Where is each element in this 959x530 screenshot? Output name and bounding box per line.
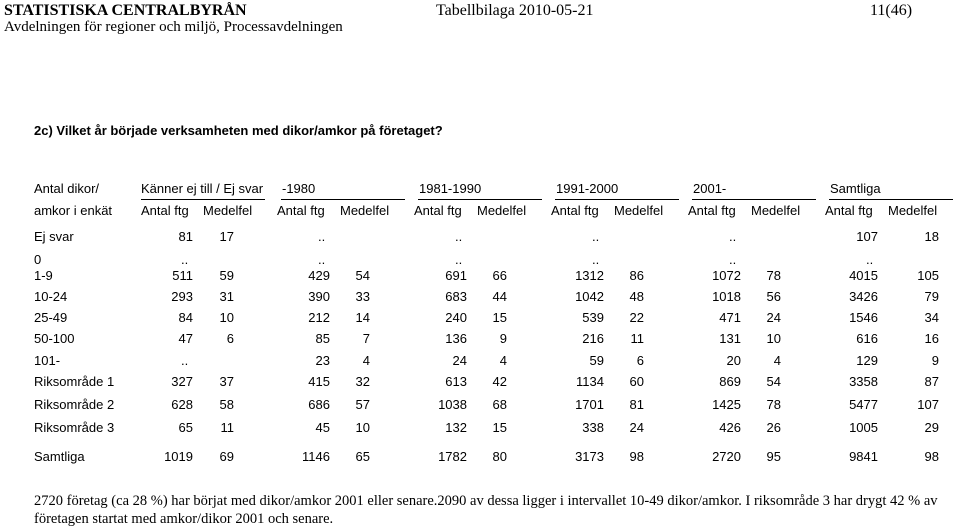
count-cell: .. xyxy=(181,353,189,368)
error-cell: 15 xyxy=(492,310,507,325)
error-cell: 59 xyxy=(219,268,234,283)
table-row xyxy=(0,229,959,247)
error-cell: 87 xyxy=(924,374,939,389)
count-cell: 426 xyxy=(719,420,741,435)
table-row xyxy=(0,268,959,286)
error-cell: 10 xyxy=(355,420,370,435)
count-cell: 1019 xyxy=(164,449,193,464)
count-cell: 429 xyxy=(308,268,330,283)
error-cell: 66 xyxy=(492,268,507,283)
row-label: Riksområde 3 xyxy=(34,420,115,435)
row-label: Riksområde 1 xyxy=(34,374,115,389)
count-cell: 129 xyxy=(856,353,878,368)
count-cell: 24 xyxy=(452,353,467,368)
group-underline xyxy=(555,199,679,200)
count-cell: 1042 xyxy=(575,289,604,304)
error-cell: 9 xyxy=(931,353,939,368)
group-underline xyxy=(281,199,405,200)
error-cell: 34 xyxy=(924,310,939,325)
error-cell: 4 xyxy=(773,353,781,368)
table-row xyxy=(0,449,959,467)
subheader-count: Antal ftg xyxy=(688,203,736,218)
table-row xyxy=(0,310,959,328)
count-cell: 132 xyxy=(445,420,467,435)
count-cell: 47 xyxy=(178,331,193,346)
count-cell: 390 xyxy=(308,289,330,304)
count-cell: 4015 xyxy=(849,268,878,283)
subheader-count: Antal ftg xyxy=(414,203,462,218)
count-cell: 1701 xyxy=(575,397,604,412)
count-cell: 131 xyxy=(719,331,741,346)
group-header-unknown: Känner ej till / Ej svar xyxy=(141,181,264,196)
group-header-total: Samtliga xyxy=(830,181,881,196)
subheader-error: Medelfel xyxy=(751,203,801,218)
subheader-count: Antal ftg xyxy=(825,203,873,218)
row-label: 0 xyxy=(34,252,42,267)
error-cell: 42 xyxy=(492,374,507,389)
error-cell: 95 xyxy=(766,449,781,464)
count-cell: 539 xyxy=(582,310,604,325)
count-cell: 691 xyxy=(445,268,467,283)
count-cell: 1312 xyxy=(575,268,604,283)
table-row xyxy=(0,331,959,349)
count-cell: 415 xyxy=(308,374,330,389)
count-cell: 628 xyxy=(171,397,193,412)
row-header-line2: amkor i enkät xyxy=(34,203,113,218)
error-cell: 24 xyxy=(766,310,781,325)
error-cell: 4 xyxy=(362,353,370,368)
group-underline xyxy=(418,199,542,200)
count-cell: 1018 xyxy=(712,289,741,304)
error-cell: 6 xyxy=(636,353,644,368)
error-cell: 48 xyxy=(629,289,644,304)
row-label: 25-49 xyxy=(34,310,68,325)
count-cell: .. xyxy=(455,252,463,267)
group-header-1991-2000: 1991-2000 xyxy=(556,181,619,196)
row-label: 101- xyxy=(34,353,61,368)
table-row xyxy=(0,397,959,415)
error-cell: 6 xyxy=(226,331,234,346)
group-underline xyxy=(692,199,816,200)
count-cell: 511 xyxy=(172,268,193,283)
group-header-2001: 2001- xyxy=(693,181,727,196)
subheader-count: Antal ftg xyxy=(551,203,599,218)
error-cell: 37 xyxy=(219,374,234,389)
error-cell: 65 xyxy=(355,449,370,464)
error-cell: 44 xyxy=(492,289,507,304)
error-cell: 26 xyxy=(766,420,781,435)
count-cell: 327 xyxy=(171,374,193,389)
subheader-error: Medelfel xyxy=(203,203,253,218)
count-cell: 616 xyxy=(856,331,878,346)
row-label: 10-24 xyxy=(34,289,68,304)
error-cell: 69 xyxy=(219,449,234,464)
error-cell: 68 xyxy=(492,397,507,412)
error-cell: 11 xyxy=(220,420,234,435)
count-cell: 240 xyxy=(445,310,467,325)
count-cell: 293 xyxy=(171,289,193,304)
row-label: 50-100 xyxy=(34,331,75,346)
subheader-error: Medelfel xyxy=(477,203,527,218)
count-cell: 5477 xyxy=(849,397,878,412)
count-cell: 23 xyxy=(315,353,330,368)
count-cell: 1782 xyxy=(438,449,467,464)
error-cell: 10 xyxy=(766,331,781,346)
count-cell: 3426 xyxy=(849,289,878,304)
error-cell: 80 xyxy=(492,449,507,464)
error-cell: 16 xyxy=(924,331,939,346)
count-cell: 1546 xyxy=(849,310,878,325)
error-cell: 58 xyxy=(219,397,234,412)
count-cell: 20 xyxy=(726,353,741,368)
question-title: 2c) Vilket år började verksamheten med dikor/amkor på företaget? xyxy=(34,123,443,138)
subheader-count: Antal ftg xyxy=(277,203,325,218)
count-cell: .. xyxy=(181,252,189,267)
table-row xyxy=(0,353,959,371)
count-cell: .. xyxy=(318,229,326,244)
row-header-line1: Antal dikor/ xyxy=(34,181,100,196)
group-header-1980: -1980 xyxy=(282,181,316,196)
count-cell: 1425 xyxy=(712,397,741,412)
error-cell: 78 xyxy=(766,268,781,283)
error-cell: 54 xyxy=(355,268,370,283)
error-cell: 29 xyxy=(924,420,939,435)
error-cell: 11 xyxy=(630,331,644,346)
error-cell: 4 xyxy=(499,353,507,368)
count-cell: 3358 xyxy=(849,374,878,389)
count-cell: .. xyxy=(592,229,600,244)
error-cell: 32 xyxy=(355,374,370,389)
subheader-error: Medelfel xyxy=(888,203,938,218)
count-cell: .. xyxy=(592,252,600,267)
count-cell: 84 xyxy=(178,310,193,325)
error-cell: 33 xyxy=(355,289,370,304)
error-cell: 98 xyxy=(924,449,939,464)
error-cell: 107 xyxy=(917,397,939,412)
organization-name: STATISTISKA CENTRALBYRÅN xyxy=(4,2,247,19)
error-cell: 54 xyxy=(766,374,781,389)
table-row xyxy=(0,374,959,392)
error-cell: 31 xyxy=(219,289,234,304)
error-cell: 7 xyxy=(362,331,370,346)
count-cell: 613 xyxy=(445,374,467,389)
row-label: Samtliga xyxy=(34,449,85,464)
count-cell: 1146 xyxy=(302,449,330,464)
error-cell: 18 xyxy=(924,229,939,244)
table-row xyxy=(0,289,959,307)
count-cell: 45 xyxy=(315,420,330,435)
count-cell: 2720 xyxy=(712,449,741,464)
row-label: Ej svar xyxy=(34,229,74,244)
count-cell: .. xyxy=(455,229,463,244)
error-cell: 10 xyxy=(219,310,234,325)
count-cell: 683 xyxy=(445,289,467,304)
error-cell: 17 xyxy=(219,229,234,244)
error-cell: 81 xyxy=(629,397,644,412)
count-cell: 59 xyxy=(589,353,604,368)
count-cell: 869 xyxy=(719,374,741,389)
group-underline xyxy=(141,199,265,200)
count-cell: 216 xyxy=(582,331,604,346)
error-cell: 60 xyxy=(629,374,644,389)
error-cell: 86 xyxy=(629,268,644,283)
department-name: Avdelningen för regioner och miljö, Processavdelningen xyxy=(4,19,343,35)
count-cell: .. xyxy=(318,252,326,267)
count-cell: .. xyxy=(866,252,874,267)
count-cell: 1072 xyxy=(712,268,741,283)
row-label: Riksområde 2 xyxy=(34,397,115,412)
document-title: Tabellbilaga 2010-05-21 xyxy=(436,2,594,19)
count-cell: 1134 xyxy=(576,374,604,389)
count-cell: 136 xyxy=(445,331,467,346)
group-header-1981-1990: 1981-1990 xyxy=(419,181,482,196)
error-cell: 79 xyxy=(924,289,939,304)
row-label: 1-9 xyxy=(34,268,53,283)
count-cell: 471 xyxy=(719,310,741,325)
footnote: 2720 företag (ca 28 %) har börjat med dikor/amkor 2001 eller senare.2090 av dessa ligger i intervallet 10-49 dikor/amkor. I riksområde 3 har drygt 42 % av företagen startat med amkor/dikor 2001 och senare. xyxy=(34,493,938,527)
count-cell: .. xyxy=(729,252,737,267)
count-cell: 338 xyxy=(582,420,604,435)
count-cell: 212 xyxy=(308,310,330,325)
group-underline xyxy=(829,199,953,200)
error-cell: 14 xyxy=(355,310,370,325)
count-cell: 1038 xyxy=(438,397,467,412)
count-cell: 9841 xyxy=(849,449,878,464)
error-cell: 57 xyxy=(355,397,370,412)
table-row xyxy=(0,420,959,438)
error-cell: 22 xyxy=(629,310,644,325)
subheader-error: Medelfel xyxy=(614,203,664,218)
page-number: 11(46) xyxy=(870,2,913,19)
error-cell: 15 xyxy=(492,420,507,435)
count-cell: .. xyxy=(729,229,737,244)
count-cell: 85 xyxy=(315,331,330,346)
subheader-error: Medelfel xyxy=(340,203,390,218)
count-cell: 3173 xyxy=(575,449,604,464)
error-cell: 98 xyxy=(629,449,644,464)
count-cell: 1005 xyxy=(849,420,878,435)
count-cell: 65 xyxy=(178,420,193,435)
error-cell: 78 xyxy=(766,397,781,412)
error-cell: 56 xyxy=(766,289,781,304)
error-cell: 24 xyxy=(629,420,644,435)
count-cell: 81 xyxy=(178,229,193,244)
error-cell: 9 xyxy=(499,331,507,346)
error-cell: 105 xyxy=(917,268,939,283)
subheader-count: Antal ftg xyxy=(141,203,189,218)
count-cell: 107 xyxy=(856,229,878,244)
count-cell: 686 xyxy=(308,397,330,412)
